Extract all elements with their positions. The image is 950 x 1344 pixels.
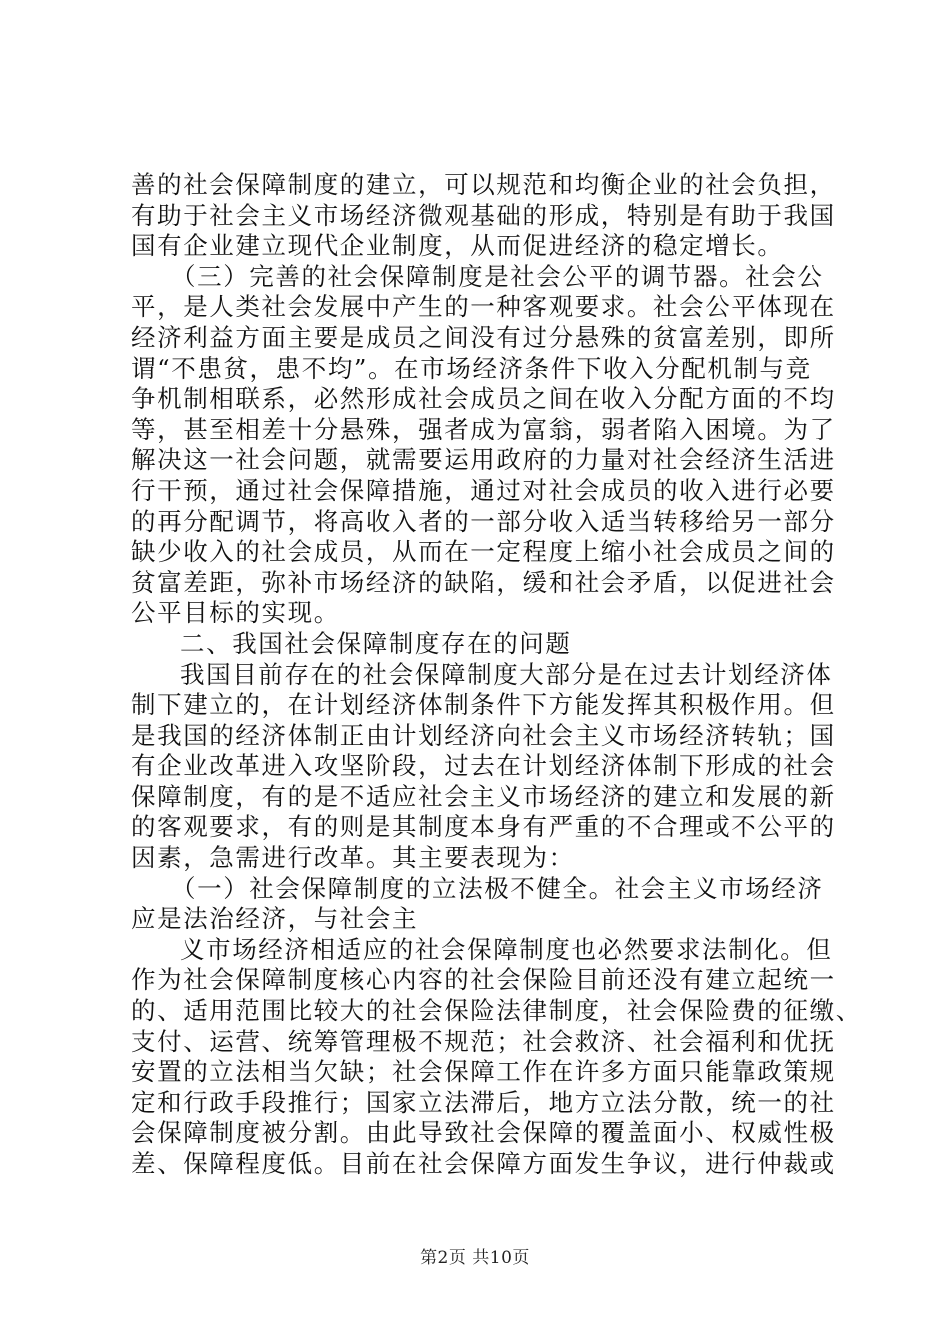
text-line: 善的社会保障制度的建立，可以规范和均衡企业的社会负担， [131, 170, 836, 199]
text-line: 保障制度，有的是不适应社会主义市场经济的建立和发展的新 [131, 781, 836, 811]
text-line: 义市场经济相适应的社会保障制度也必然要求法制化。但 [180, 934, 833, 964]
text-line: 公平目标的实现。 [131, 598, 340, 628]
text-line: 有企业改革进入攻坚阶段，过去在计划经济体制下形成的社会 [131, 751, 836, 781]
text-line: 经济利益方面主要是成员之间没有过分悬殊的贫富差别，即所 [131, 322, 836, 352]
text-line: （三）完善的社会保障制度是社会公平的调节器。社会公 [171, 261, 824, 291]
text-line: 有助于社会主义市场经济微观基础的形成，特别是有助于我国 [131, 200, 836, 230]
text-line: 定和行政手段推行；国家立法滞后，地方立法分散，统一的社 [131, 1087, 836, 1117]
text-line: 谓“不患贫，患不均”。在市场经济条件下收入分配机制与竞 [131, 353, 812, 383]
text-line: 二、我国社会保障制度存在的问题 [180, 628, 572, 658]
text-line: 平，是人类社会发展中产生的一种客观要求。社会公平体现在 [131, 292, 836, 322]
body-text [131, 170, 862, 1180]
text-line: 争机制相联系，必然形成社会成员之间在收入分配方面的不均 [131, 384, 836, 414]
text-line: 制下建立的，在计划经济体制条件下方能发挥其积极作用。但 [131, 690, 836, 720]
text-line: 我国目前存在的社会保障制度大部分是在过去计划经济体 [180, 659, 833, 689]
text-line: 是我国的经济体制正由计划经济向社会主义市场经济转轨；国 [131, 720, 836, 750]
text-line: 等，甚至相差十分悬殊，强者成为富翁，弱者陷入困境。为了 [131, 414, 836, 444]
text-line: 行干预，通过社会保障措施，通过对社会成员的收入进行必要 [131, 475, 836, 505]
text-line: 支付、运营、统筹管理极不规范；社会救济、社会福利和优抚 [131, 1026, 836, 1056]
text-line: 的再分配调节，将高收入者的一部分收入适当转移给另一部分 [131, 506, 836, 536]
text-line: 解决这一社会问题，就需要运用政府的力量对社会经济生活进 [131, 445, 836, 475]
text-line: 差、保障程度低。目前在社会保障方面发生争议，进行仲裁或 [131, 1149, 836, 1178]
text-line: 安置的立法相当欠缺；社会保障工作在许多方面只能靠政策规 [131, 1057, 836, 1087]
text-line: 会保障制度被分割。由此导致社会保障的覆盖面小、权威性极 [131, 1118, 836, 1148]
page-footer: 第2页 共10页 [420, 1248, 530, 1268]
text-line: 因素，急需进行改革。其主要表现为： [131, 843, 575, 873]
text-line: 的客观要求，有的则是其制度本身有严重的不合理或不公平的 [131, 812, 836, 842]
text-line: 国有企业建立现代企业制度，从而促进经济的稳定增长。 [131, 231, 784, 261]
text-line: 缺少收入的社会成员，从而在一定程度上缩小社会成员之间的 [131, 537, 836, 567]
text-line: 作为社会保障制度核心内容的社会保险目前还没有建立起统一 [131, 965, 836, 995]
text-line: 的、适用范围比较大的社会保险法律制度，社会保险费的征缴、 [131, 996, 862, 1026]
text-line: 应是法治经济，与社会主 [131, 904, 419, 934]
text-line: 贫富差距，弥补市场经济的缺陷，缓和社会矛盾，以促进社会 [131, 567, 836, 597]
text-line: （一）社会保障制度的立法极不健全。社会主义市场经济 [171, 873, 824, 903]
